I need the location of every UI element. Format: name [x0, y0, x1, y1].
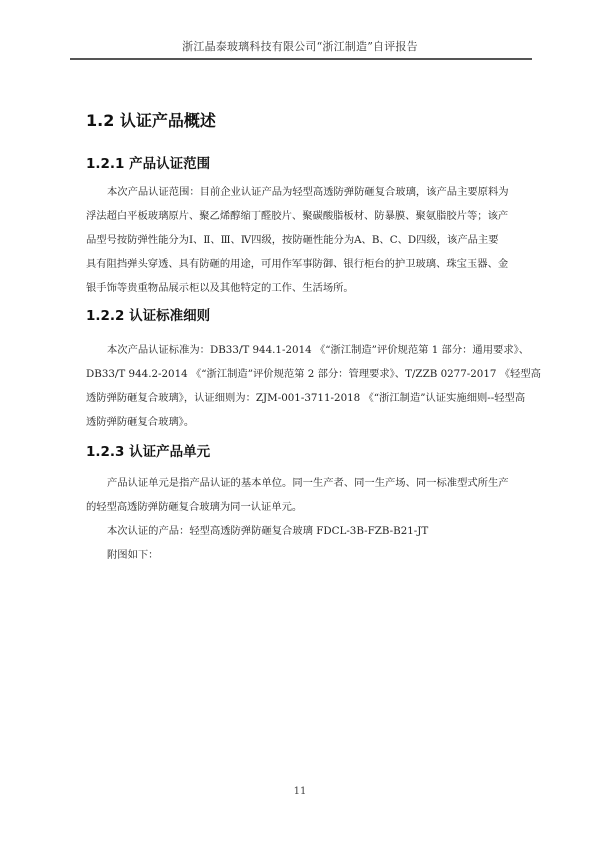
page-number: 11	[293, 786, 307, 797]
scope-line-5: 银手饰等贵重物品展示柜以及其他特定的工作、生活场所。	[86, 282, 354, 294]
scope-line-2: 浮法超白平板玻璃原片、聚乙烯醇缩丁醛胶片、聚碳酸脂板材、防暴膜、聚氨脂胶片等；该产	[86, 210, 509, 222]
scope-line-3: 品型号按防弹性能分为Ⅰ、Ⅱ、Ⅲ、Ⅳ四级，按防砸性能分为A、B、C、D四级，该产品主要	[86, 234, 499, 246]
unit-line-4: 附图如下：	[107, 549, 159, 561]
unit-line-1: 产品认证单元是指产品认证的基本单位。同一生产者、同一生产场、同一标准型式所生产	[107, 477, 509, 489]
header-divider	[70, 58, 532, 60]
header-title: 浙江晶泰玻璃科技有限公司“浙江制造”自评报告	[182, 40, 418, 53]
standards-line-2: DB33/T 944.2-2014 《“浙江制造”评价规范第 2 部分：管理要求》、T/ZZB 0277-2017 《轻型高	[86, 368, 541, 380]
section-heading: 1.2 认证产品概述	[86, 111, 216, 130]
unit-line-2: 的轻型高透防弹防砸复合玻璃为同一认证单元。	[86, 501, 303, 513]
unit-line-3: 本次认证的产品：轻型高透防弹防砸复合玻璃 FDCL-3B-FZB-B21-JT	[107, 525, 429, 537]
scope-line-1: 本次产品认证范围：目前企业认证产品为轻型高透防弹防砸复合玻璃，该产品主要原料为	[107, 186, 509, 198]
scope-line-4: 具有阻挡弹头穿透、具有防砸的用途，可用作军事防御、银行柜台的护卫玻璃、珠宝玉器、金	[86, 258, 509, 270]
subsection-heading-standards: 1.2.2 认证标准细则	[86, 308, 211, 324]
subsection-heading-scope: 1.2.1 产品认证范围	[86, 156, 211, 172]
standards-line-4: 透防弹防砸复合玻璃》。	[86, 416, 195, 428]
standards-line-1: 本次产品认证标准为：DB33/T 944.1-2014 《“浙江制造”评价规范第 1 部分：通用要求》、	[107, 344, 530, 356]
subsection-heading-unit: 1.2.3 认证产品单元	[86, 444, 211, 460]
standards-line-3: 透防弹防砸复合玻璃》，认证细则为：ZJM-001-3711-2018 《“浙江制造”认证实施细则--轻型高	[86, 392, 526, 404]
